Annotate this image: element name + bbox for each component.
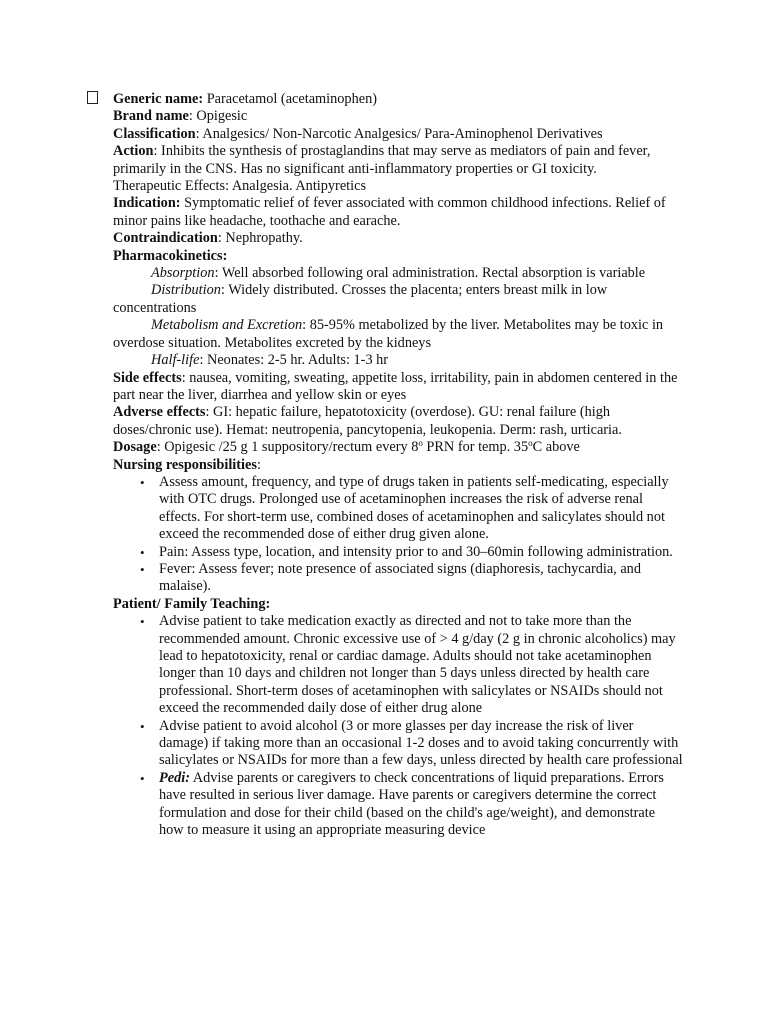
drug-study-content (113, 91, 683, 839)
side-effects-paragraph: Side effects: nausea, vomiting, sweating, appetite loss, irritability, pain in abdomen centered in the part near the liver, diarrhea and yellow skin or eyes (113, 369, 678, 403)
teaching-heading: Patient/ Family Teaching: (113, 595, 271, 612)
half-life-line: Half-life: Neonates: 2-5 hr. Adults: 1-3 hr (151, 352, 389, 369)
list-item: • Advise patient to take medication exactly as directed and not to take more than the recommended amount. Chronic excessive use of > 4 g/day (2 g in chronic alcoholics) may lead to hepatotoxicity, renal or cardiac damage. Adults should not take acetaminophen longer than 10 days and children not longer than 5 days unless directed by health care professional. Short-term doses of acetaminophen with salicylates or NSAIDs should not exceed the recommended daily dose of either drug alone (113, 613, 683, 717)
nursing-heading: Nursing responsibilities: (113, 456, 261, 473)
list-item: • Pedi: Advise parents or caregivers to check concentrations of liquid preparations. Errors have resulted in serious liver damage. Have parents or caregivers determine the correct formulation and dose for their child (based on the child's age/weight), and demonstrate how to measure it using an appropriate measuring device (113, 770, 683, 840)
dosage-line: Dosage: Opigesic /25 g 1 suppository/rectum every 8$^o$ PRN for temp. 35$^o$C above (113, 438, 580, 456)
generic-name-line: Generic name: Paracetamol (acetaminophen) (113, 91, 377, 107)
indication-paragraph: Indication: Symptomatic relief of fever associated with common childhood infections. Relief of minor pains like headache, toothache and earache. (113, 195, 666, 229)
action-paragraph: Action: Inhibits the synthesis of prostaglandins that may serve as mediators of pain and fever, primarily in the CNS. Has no significant anti-inflammatory properties or GI toxicity. (113, 143, 651, 177)
list-item: • Fever: Assess fever; note presence of associated signs (diaphoresis, tachycardia, and malaise). (113, 561, 683, 596)
brand-name-line: Brand name: Opigesic (113, 108, 248, 125)
contraindication-line: Contraindication: Nephropathy. (113, 230, 303, 247)
list-item: • Advise patient to avoid alcohol (3 or more glasses per day increase the risk of liver damage) if taking more than an occasional 1-2 doses and to avoid taking concurrently with salicylates or NSAIDs for more than a few days, unless directed by health care professional (113, 718, 683, 770)
pharmacokinetics-heading: Pharmacokinetics: (113, 247, 228, 264)
therapeutic-effects-line: Therapeutic Effects: Analgesia. Antipyretics (113, 178, 367, 195)
distribution-paragraph: Distribution: Widely distributed. Crosses the placenta; enters breast milk in low concentrations (113, 282, 608, 316)
list-item: • Pain: Assess type, location, and intensity prior to and 30–60min following administration. (113, 544, 683, 561)
adverse-effects-paragraph: Adverse effects: GI: hepatic failure, hepatotoxicity (overdose). GU: renal failure (high doses/chronic use). Hemat: neutropenia, pancytopenia, leukopenia. Derm: rash, urticaria. (113, 404, 622, 438)
metabolism-paragraph: Metabolism and Excretion: 85-95% metabolized by the liver. Metabolites may be toxic in overdose situation. Metabolites excreted by the kidneys (113, 317, 664, 351)
missing-glyph-icon (87, 91, 98, 104)
list-item: • Assess amount, frequency, and type of drugs taken in patients self-medicating, especially with OTC drugs. Prolonged use of acetaminophen increases the risk of adverse renal effects. For short-term use, combined doses of acetaminophen and salicylates should not exceed the recommended dose of either drug given alone. (113, 474, 683, 544)
teaching-list (113, 613, 683, 839)
classification-line: Classification: Analgesics/ Non-Narcotic Analgesics/ Para-Aminophenol Derivatives (113, 125, 603, 142)
absorption-paragraph: Absorption: Well absorbed following oral administration. Rectal absorption is variable (151, 265, 646, 282)
nursing-list (113, 474, 683, 596)
